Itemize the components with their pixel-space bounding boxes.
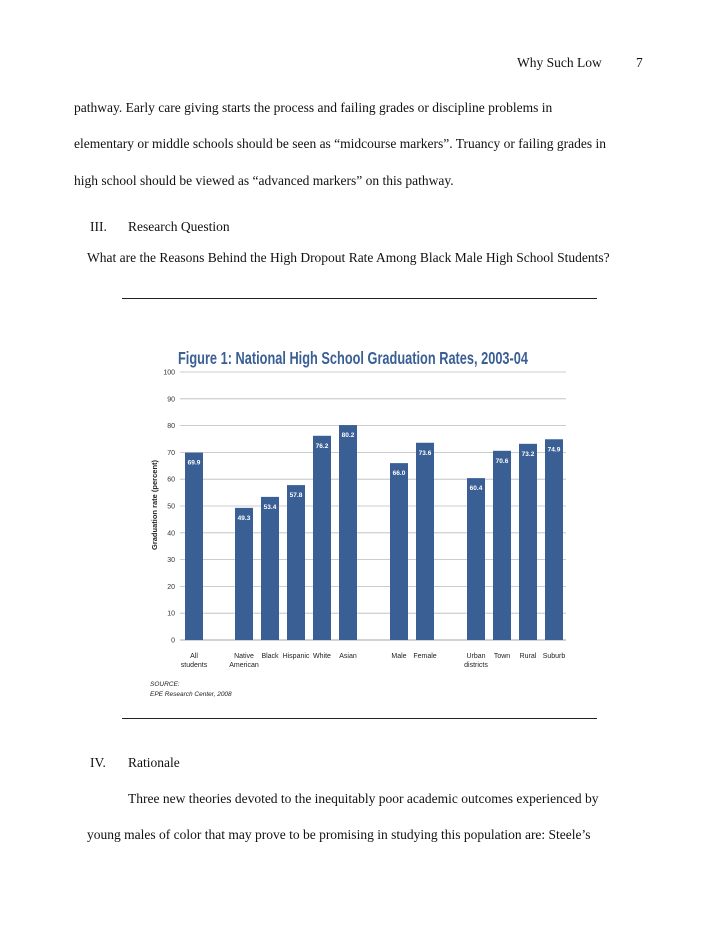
rationale-line-2: young males of color that may prove to be promising in studying this population are: Steele’s [87, 827, 591, 842]
section-3-number: III. [90, 219, 107, 234]
y-tick-label: 80 [167, 423, 175, 431]
bar [519, 444, 537, 640]
x-tick-label: Male [391, 653, 407, 660]
bar-value-label: 66.0 [392, 470, 406, 478]
x-tick-label: Asian [339, 653, 357, 660]
section-4-title: Rationale [128, 755, 180, 770]
y-tick-label: 70 [167, 449, 175, 457]
bar [339, 425, 357, 640]
bar-value-label: 49.3 [237, 514, 251, 522]
x-tick-label: districts [464, 662, 488, 669]
bar-value-label: 60.4 [469, 485, 483, 493]
running-head: Why Such Low [517, 55, 602, 70]
chart-source-label: SOURCE: [150, 681, 180, 688]
bar-value-label: 73.2 [521, 450, 535, 458]
y-tick-label: 100 [163, 369, 175, 377]
bar-value-label: 74.9 [547, 446, 561, 454]
body-line-3: high school should be viewed as “advanced markers” on this pathway. [74, 173, 454, 188]
research-question: What are the Reasons Behind the High Dropout Rate Among Black Male High School Students? [87, 250, 610, 265]
graduation-rate-bar-chart [0, 300, 728, 720]
x-tick-label: students [180, 662, 208, 669]
chart-source-text: EPE Research Center, 2008 [150, 691, 232, 698]
y-tick-label: 90 [167, 396, 175, 404]
y-tick-label: 50 [167, 503, 175, 511]
bar [493, 451, 511, 640]
bar [545, 439, 563, 640]
bar [416, 443, 434, 640]
bar-value-label: 53.4 [263, 503, 277, 511]
y-tick-label: 40 [167, 530, 175, 538]
x-tick-label: Female [413, 653, 437, 660]
bar-value-label: 57.8 [289, 492, 303, 500]
bar [313, 436, 331, 640]
x-tick-label: Black [261, 653, 279, 660]
y-tick-label: 60 [167, 476, 175, 484]
bar-value-label: 73.6 [418, 449, 432, 457]
page-number: 7 [636, 55, 643, 70]
body-line-1: pathway. Early care giving starts the process and failing grades or discipline problems in [74, 100, 553, 115]
x-tick-label: Town [493, 653, 511, 660]
y-tick-label: 0 [171, 637, 175, 645]
x-tick-label: All [190, 653, 198, 660]
bar [185, 453, 203, 640]
bar-value-label: 80.2 [341, 432, 355, 440]
x-tick-label: American [229, 662, 259, 669]
bar [390, 463, 408, 640]
bar [287, 485, 305, 640]
figure-top-rule [122, 298, 597, 299]
bar [467, 478, 485, 640]
section-4-number: IV. [90, 755, 106, 770]
x-tick-label: Native [234, 653, 254, 660]
rationale-line-1: Three new theories devoted to the inequitably poor academic outcomes experienced by [128, 791, 599, 806]
x-tick-label: White [313, 653, 331, 660]
bar-value-label: 70.6 [495, 457, 509, 465]
y-tick-label: 30 [167, 557, 175, 565]
bar [261, 497, 279, 640]
x-tick-label: Suburb [542, 653, 566, 660]
x-tick-label: Rural [519, 653, 537, 660]
bar-value-label: 76.2 [315, 442, 329, 450]
y-tick-label: 10 [167, 610, 175, 618]
section-3-title: Research Question [128, 219, 230, 234]
bar [235, 508, 253, 640]
body-line-2: elementary or middle schools should be seen as “midcourse markers”. Truancy or failing grades in [74, 136, 606, 151]
y-tick-label: 20 [167, 583, 175, 591]
x-tick-label: Urban [466, 653, 486, 660]
chart-title: Figure 1: National High School Graduation Rates, 2003-04 [178, 348, 529, 368]
chart-ylabel: Graduation rate (percent) [150, 459, 159, 551]
bar-value-label: 69.9 [187, 459, 201, 467]
x-tick-label: Hispanic [282, 653, 310, 660]
